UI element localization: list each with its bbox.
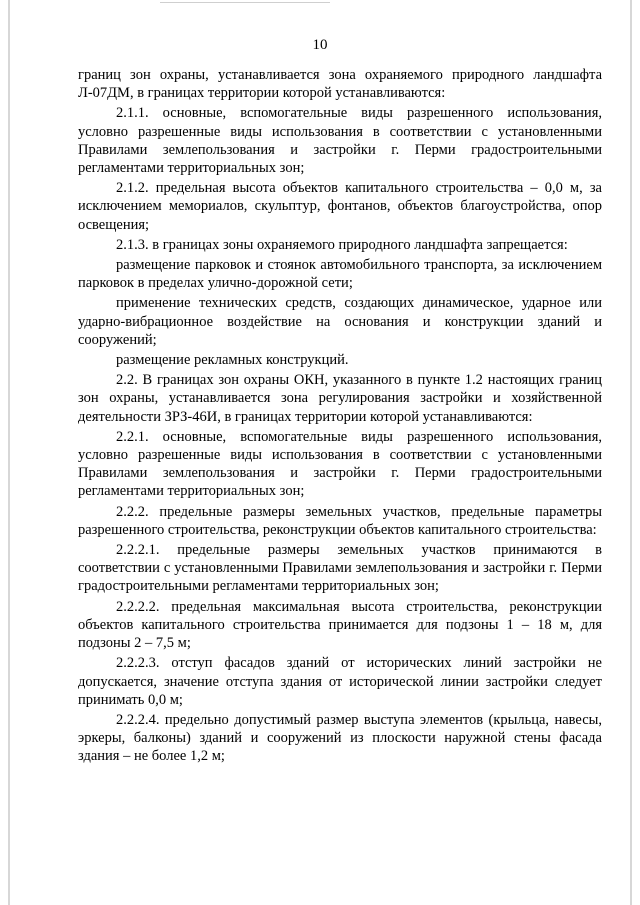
paragraph-10: 2.2.2. предельные размеры земельных участков, предельные параметры разрешенного строительства, реконструкции объектов капитального строительства: bbox=[78, 503, 602, 538]
scan-top-line bbox=[160, 2, 330, 3]
paragraph-3: 2.1.2. предельная высота объектов капитального строительства – 0,0 м, за исключением мемориалов, скульптур, фонтанов, объектов благоустройства, опор освещения; bbox=[78, 180, 602, 233]
document-body bbox=[78, 66, 602, 768]
paragraph-5: размещение парковок и стоянок автомобильного транспорта, за исключением парковок в пределах улично-дорожной сети; bbox=[78, 257, 602, 292]
paragraph-12: 2.2.2.2. предельная максимальная высота строительства, реконструкции объектов капитального строительства принимается для подзоны 1 – 18 м, для подзоны 2 – 7,5 м; bbox=[78, 598, 602, 652]
paragraph-1: границ зон охраны, устанавливается зона охраняемого природного ландшафта Л-07ДМ, в границах территории которой устанавливаются: bbox=[78, 67, 602, 102]
paragraph-14: 2.2.2.4. предельно допустимый размер выступа элементов (крыльца, навесы, эркеры, балконы) зданий и сооружений из плоскости наружной стены фасада здания – не более 1,2 м; bbox=[78, 711, 602, 765]
paragraph-13: 2.2.2.3. отступ фасадов зданий от исторических линий застройки не допускается, значение отступа здания от исторической линии застройки следует принимать 0,0 м; bbox=[78, 655, 602, 708]
paragraph-4: 2.1.3. в границах зоны охраняемого природного ландшафта запрещается: bbox=[116, 236, 568, 253]
paragraph-6: применение технических средств, создающих динамическое, ударное или ударно-вибрационное воздействие на основания и конструкции зданий и сооружений; bbox=[78, 295, 602, 348]
paragraph-2: 2.1.1. основные, вспомогательные виды разрешенного использования, условно разрешенные виды использования в соответствии с установленными Правилами землепользования и застройки г. Перми градостроительными регламентами территориальных зон; bbox=[78, 105, 602, 177]
scan-right-edge bbox=[630, 0, 632, 905]
scan-left-edge bbox=[8, 0, 10, 905]
page-number: 10 bbox=[312, 37, 328, 53]
paragraph-7: размещение рекламных конструкций. bbox=[116, 352, 349, 369]
paragraph-11: 2.2.2.1. предельные размеры земельных участков принимаются в соответствии с установленными Правилами землепользования и застройки г. Перми градостроительными регламентами территориальных зон; bbox=[78, 542, 602, 595]
paragraph-9: 2.2.1. основные, вспомогательные виды разрешенного использования, условно разрешенные виды использования в соответствии с установленными Правилами землепользования и застройки г. Перми градостроительными регламентами территориальных зон; bbox=[78, 428, 602, 500]
paragraph-8: 2.2. В границах зон охраны ОКН, указанного в пункте 1.2 настоящих границ зон охраны, устанавливается зона регулирования застройки и хозяйственной деятельности ЗРЗ-46И, в границах территории которой устанавливаются: bbox=[78, 372, 602, 425]
